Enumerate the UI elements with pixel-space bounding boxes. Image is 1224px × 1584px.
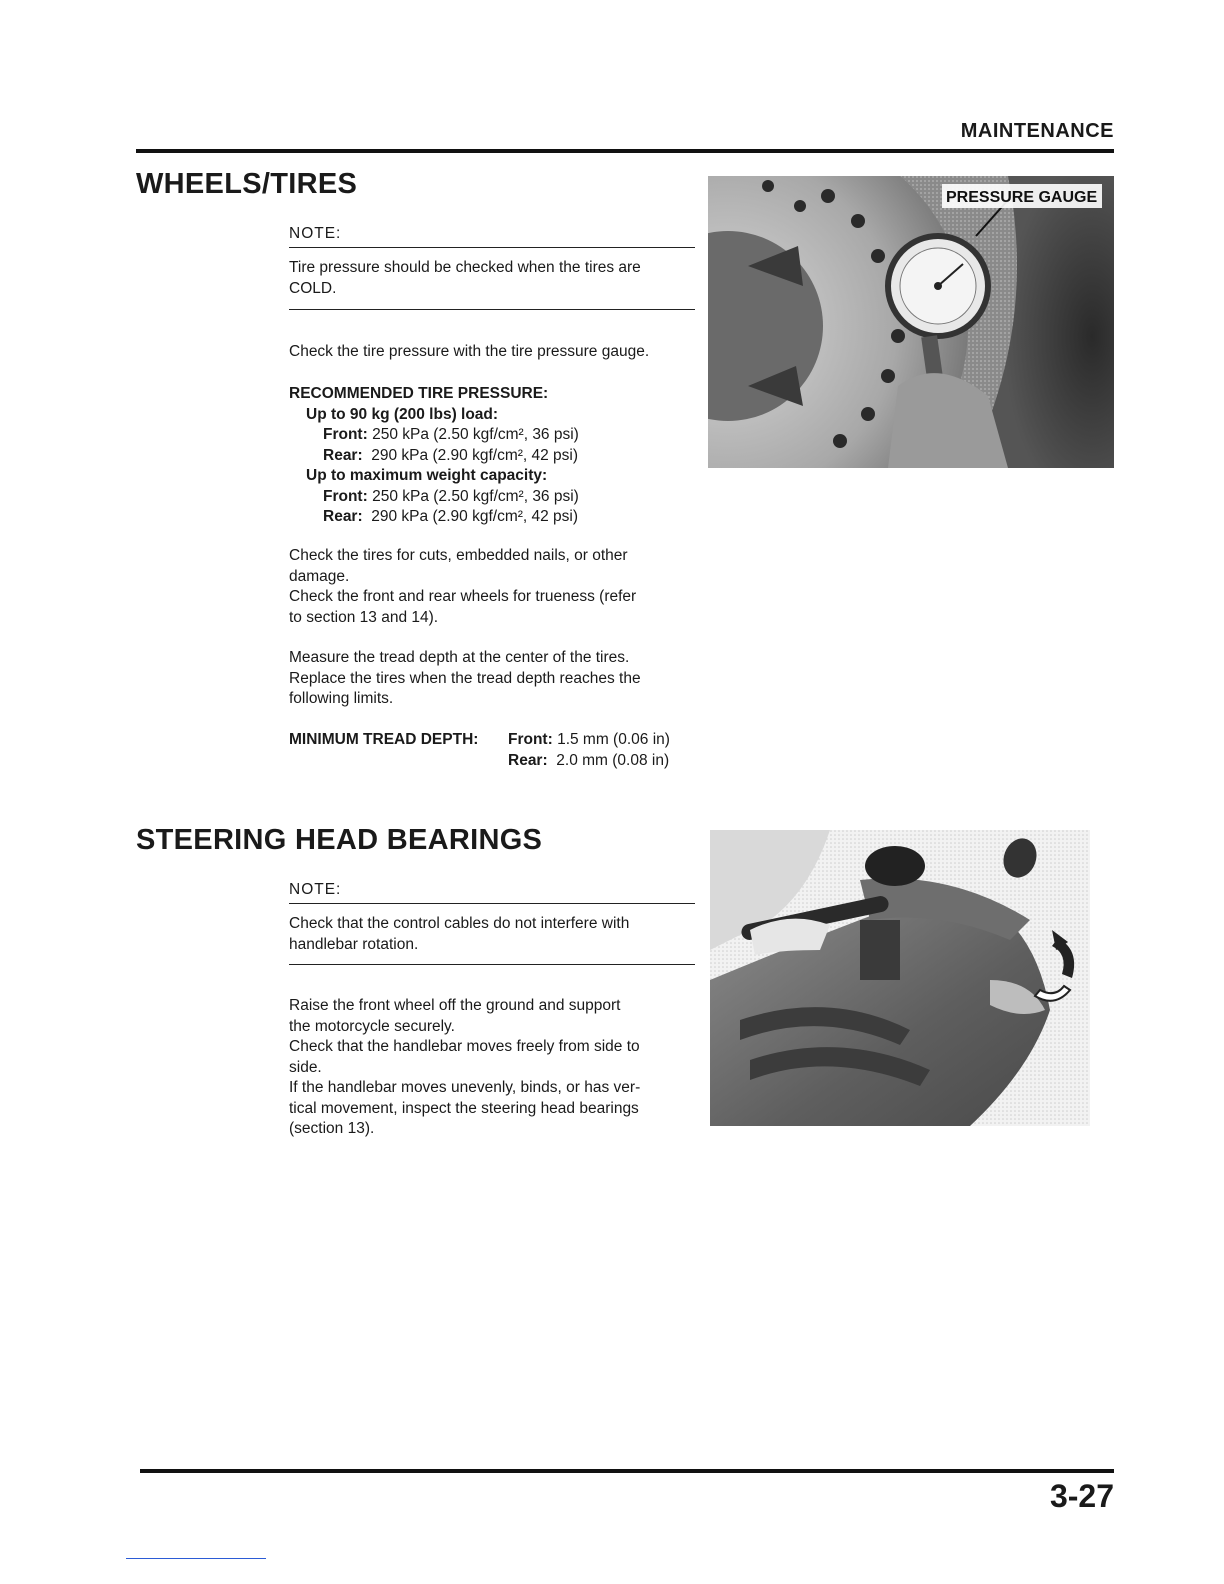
wheels-para-2: [289, 648, 695, 710]
accent-line: [126, 1558, 266, 1559]
wheels-para-2-line-3: following limits.: [289, 690, 394, 707]
steering-note-line-1: Check that the control cables do not interfere with: [289, 915, 630, 932]
steering-title: STEERING HEAD BEARINGS: [136, 824, 543, 856]
load2-rear-value: 290 kPa (2.90 kgf/cm², 42 psi): [371, 508, 579, 525]
tread-label: [289, 730, 478, 751]
wheels-note-line-2: COLD.: [289, 279, 337, 297]
handlebar-illustration: [710, 830, 1090, 1126]
steering-para-line-1: Raise the front wheel off the ground and support: [289, 997, 621, 1014]
rec-heading: RECOMMENDED TIRE PRESSURE:: [289, 385, 549, 402]
wheels-para-1-line-3: Check the front and rear wheels for trueness (refer: [289, 588, 637, 605]
section-header: MAINTENANCE: [960, 120, 1114, 142]
wheels-note-rule-top: [289, 247, 695, 248]
load1-label: Up to 90 kg (200 lbs) load:: [306, 405, 499, 423]
steering-para-line-7: (section 13).: [289, 1120, 375, 1137]
pressure-gauge-illustration: [708, 176, 1114, 468]
steering-para-line-6: tical movement, inspect the steering head bearings: [289, 1099, 639, 1117]
load1-rear-label: Rear:: [323, 446, 363, 464]
wheels-note-label: NOTE:: [289, 225, 342, 242]
load2-front-value: 250 kPa (2.50 kgf/cm², 36 psi): [372, 487, 579, 505]
tread-front-label: Front:: [508, 731, 553, 748]
tread-rear: [508, 751, 669, 772]
wheels-para-1-line-1: Check the tires for cuts, embedded nails, or other: [289, 547, 628, 564]
load1-rear-value: 290 kPa (2.90 kgf/cm², 42 psi): [371, 446, 579, 464]
load1-front-label: Front:: [323, 426, 368, 443]
wheels-check-text: Check the tire pressure with the tire pressure gauge.: [289, 343, 650, 360]
steering-para-line-4: side.: [289, 1058, 322, 1076]
wheels-title: WHEELS/TIRES: [136, 168, 358, 200]
wheels-para-1-line-2: damage.: [289, 567, 350, 585]
load1-front-value: 250 kPa (2.50 kgf/cm², 36 psi): [372, 426, 579, 443]
steering-note-text: [289, 914, 695, 955]
tread-rear-value: 2.0 mm (0.08 in): [556, 752, 670, 769]
tread-rear-label: Rear:: [508, 752, 548, 769]
wheels-para-2-line-1: Measure the tread depth at the center of the tires.: [289, 649, 630, 666]
wheels-note-text: [289, 258, 695, 299]
wheels-para-2-line-2: Replace the tires when the tread depth reaches the: [289, 669, 641, 687]
steering-note-rule-bottom: [289, 964, 695, 965]
tread-front-value: 1.5 mm (0.06 in): [557, 731, 670, 748]
page-number: 3-27: [1049, 1478, 1114, 1514]
wheels-note-line-1: Tire pressure should be checked when the tires are: [289, 259, 641, 276]
load1-front: [289, 425, 695, 446]
load2-rear: [289, 507, 695, 528]
load2-front-label: Front:: [323, 487, 368, 505]
header-rule: [136, 149, 1114, 153]
steering-note-line-2: handlebar rotation.: [289, 935, 419, 953]
load2-label: Up to maximum weight capacity:: [306, 467, 548, 484]
pressure-gauge-photo: [708, 176, 1114, 468]
steering-para-line-3: Check that the handlebar moves freely from side to: [289, 1038, 640, 1055]
footer-rule: [140, 1469, 1114, 1473]
load2-rear-label: Rear:: [323, 508, 363, 525]
tread-label-text: MINIMUM TREAD DEPTH:: [289, 731, 479, 748]
load2-front: [289, 487, 695, 508]
steering-para-line-2: the motorcycle securely.: [289, 1017, 455, 1035]
wheels-note-rule-bottom: [289, 309, 695, 310]
wheels-para-1: [289, 546, 695, 628]
wheels-para-1-line-4: to section 13 and 14).: [289, 608, 439, 626]
pressure-gauge-callout: PRESSURE GAUGE: [946, 189, 1098, 206]
steering-note-label: NOTE:: [289, 881, 342, 898]
steering-note-rule-top: [289, 903, 695, 904]
steering-para-line-5: If the handlebar moves unevenly, binds, or has ver-: [289, 1079, 641, 1096]
handlebar-photo: [710, 830, 1090, 1126]
load1-rear: [289, 446, 695, 467]
steering-para: [289, 996, 695, 1140]
tread-front: [508, 730, 670, 751]
tire-pressure-spec: [289, 384, 695, 528]
